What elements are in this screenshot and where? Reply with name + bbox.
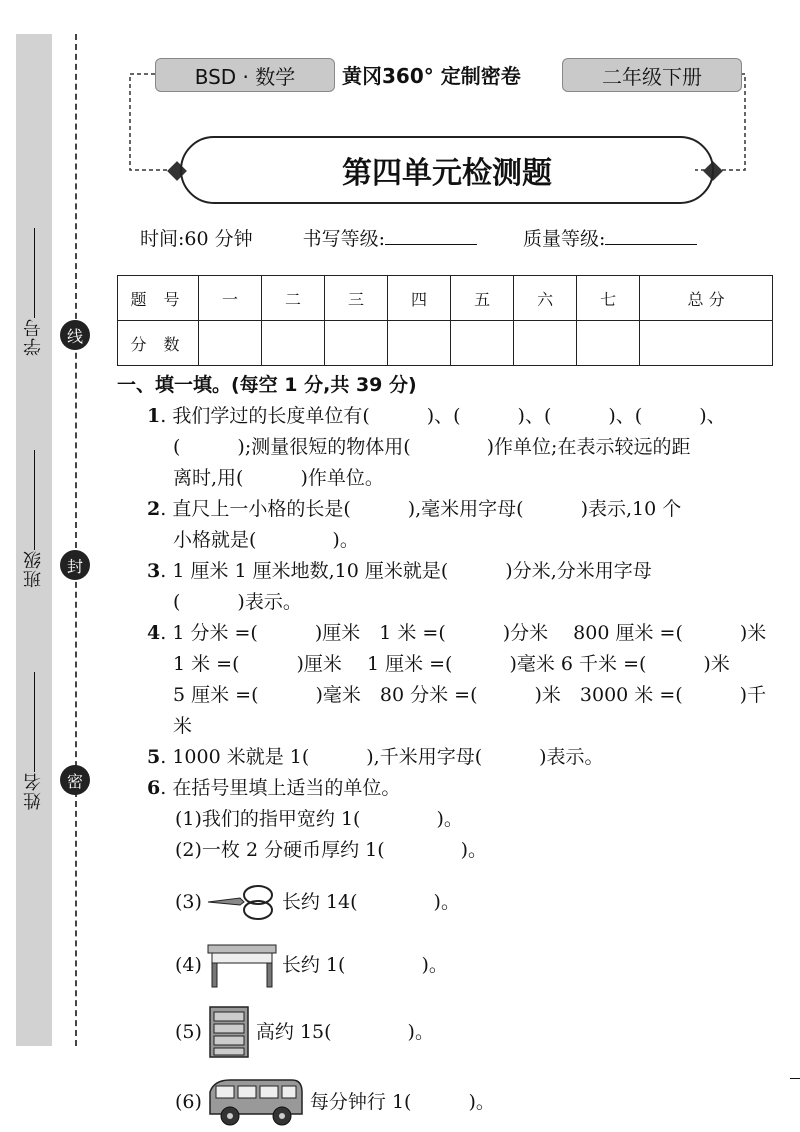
van-icon [206,1074,306,1130]
sub-text: 长约 1( )。 [281,953,448,976]
cabinet-icon [206,1005,252,1059]
col-header: 三 [325,276,388,321]
sub-question-1: (1)我们的指甲宽约 1( )。 [175,808,463,830]
question-number: 4 [147,622,161,644]
question-4 [147,618,777,742]
sub-question-6 [175,1072,777,1132]
class-field [16,450,52,588]
class-label: 班级 [23,550,44,588]
score-cell[interactable] [577,321,640,366]
name-label: 姓名 [23,772,44,810]
seal-secret: 密 [60,765,90,795]
question-text: 小格就是( )。 [173,529,359,551]
meta-row [140,224,697,251]
score-header-row [118,276,773,321]
question-text: . 1 厘米 1 厘米地数,10 厘米就是( )分米,分米用字母 [160,560,652,582]
col-header: 总 分 [640,276,773,321]
sub-question-4 [175,940,777,990]
question-text: ( )表示。 [173,591,302,613]
question-text: ( );测量很短的物体用( )作单位;在表示较远的距 [173,436,691,458]
score-cell[interactable] [199,321,262,366]
score-label: 分 数 [118,321,199,366]
sub-question-2: (2)一枚 2 分硬币厚约 1( )。 [175,839,488,861]
sub-question-5 [175,1004,777,1060]
col-header: 七 [577,276,640,321]
question-text: . 在括号里填上适当的单位。 [160,777,401,799]
question-text: . 1 分米 =( )厘米 1 米 =( )分米 800 厘米 =( )米 [160,622,767,644]
class-line [34,450,35,550]
question-text: 离时,用( )作单位。 [173,467,384,489]
sub-label: (5) [175,1020,202,1043]
score-cell[interactable] [262,321,325,366]
grade-badge: 二年级下册 [562,58,742,92]
sub-text: 长约 14( )。 [281,890,460,913]
col-header: 六 [514,276,577,321]
score-value-row [118,321,773,366]
question-5 [147,742,777,773]
quality-grade-label: 质量等级: [523,228,606,250]
question-text: 1 米 =( )厘米 1 厘米 =( )毫米 6 千米 =( )米 [173,653,730,675]
question-text: 5 厘米 =( )毫米 80 分米 =( )米 3000 米 =( )千米 [173,684,767,737]
name-field [16,672,52,810]
section-title: 一、填一填。(每空 1 分,共 39 分) [117,374,417,396]
score-cell[interactable] [514,321,577,366]
quality-grade-blank[interactable] [605,224,697,245]
score-cell[interactable] [388,321,451,366]
cut-line [75,34,77,1046]
brand-title: 黄冈360° 定制密卷 [342,63,521,88]
seal-seal: 封 [60,550,90,580]
question-number: 1 [147,405,161,427]
sub-label: (3) [175,890,202,913]
desk-icon [206,941,278,989]
col-header: 五 [451,276,514,321]
time-label: 时间:60 分钟 [140,228,253,250]
col-header: 一 [199,276,262,321]
col-header: 四 [388,276,451,321]
student-no-field [16,228,52,356]
writing-grade-label: 书写等级: [302,228,386,250]
student-no-label: 学号 [23,318,44,356]
corner-mark [790,1078,800,1079]
col-header: 二 [262,276,325,321]
question-1 [147,401,777,494]
page-title: 第四单元检测题 [180,136,714,204]
name-line [34,672,35,772]
student-no-line [34,228,35,318]
score-cell[interactable] [640,321,773,366]
sub-label: (4) [175,953,202,976]
sub-text: 每分钟行 1( )。 [309,1090,495,1113]
scissors-icon [206,883,278,921]
seal-line: 线 [60,320,90,350]
section-fill-in [117,370,777,1132]
question-no-label: 题 号 [118,276,199,321]
sub-label: (6) [175,1090,202,1113]
question-number: 5 [147,746,161,768]
question-number: 2 [147,498,161,520]
sub-text: 高约 15( )。 [255,1020,434,1043]
score-cell[interactable] [325,321,388,366]
question-text: . 我们学过的长度单位有( )、( )、( )、( )、 [160,405,726,427]
question-number: 6 [147,777,161,799]
writing-grade-blank[interactable] [385,224,477,245]
score-table [117,275,773,366]
score-cell[interactable] [451,321,514,366]
subject-badge: BSD · 数学 [155,58,335,92]
question-3 [147,556,777,618]
question-text: . 直尺上一小格的长是( ),毫米用字母( )表示,10 个 [160,498,682,520]
sub-question-3 [175,880,777,924]
question-2 [147,494,777,556]
question-6 [147,773,777,804]
question-number: 3 [147,560,161,582]
question-text: . 1000 米就是 1( ),千米用字母( )表示。 [160,746,604,768]
